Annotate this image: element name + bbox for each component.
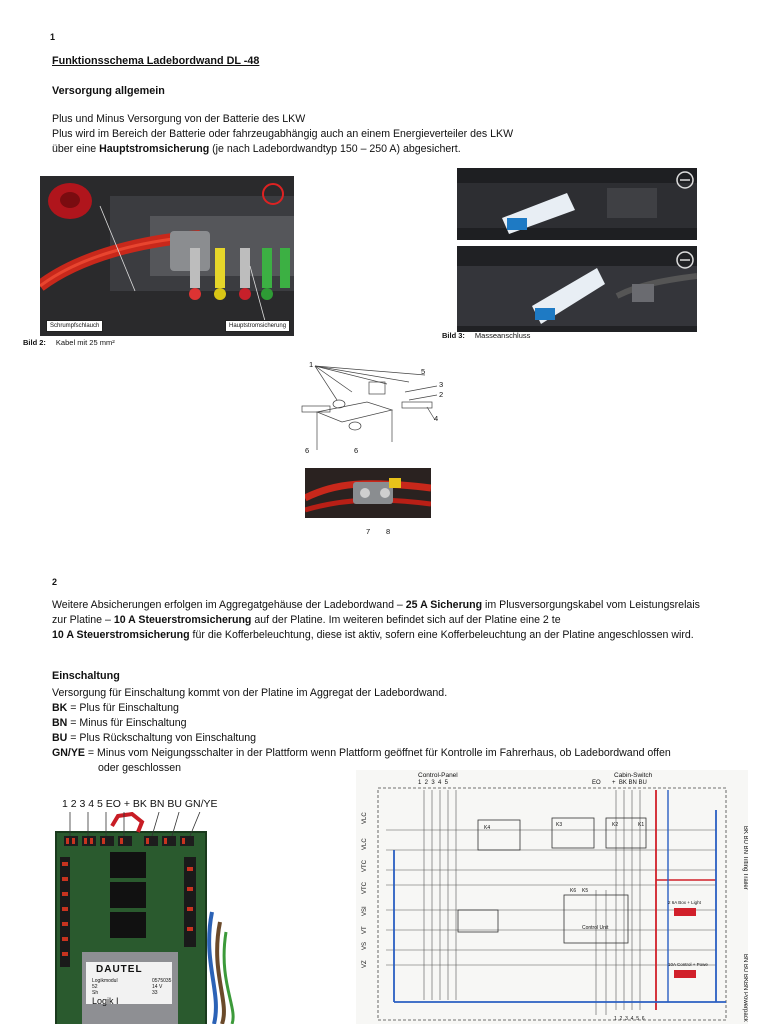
photo-battery-ground-illustration	[457, 246, 697, 332]
board-info-right: 0575035 14 V 33	[152, 978, 172, 996]
schematic-control-panel-label: Control-Panel	[418, 772, 458, 779]
intro-line-3: über eine Hauptstromsicherung (je nach Ladebordwandtyp 150 – 250 A) abgesichert.	[52, 143, 461, 155]
diagram-number-8: 8	[386, 527, 391, 536]
caption-bild-2: Bild 2: Kabel mit 25 mm²	[23, 338, 115, 347]
schematic-relay-k4: K4	[484, 825, 491, 831]
section-heading-versorgung: Versorgung allgemein	[52, 85, 165, 97]
fuses-paragraph: Weitere Absicherungen erfolgen im Aggregatgehäuse der Ladebordwand – 25 A Sicherung im Plusversorgungskabel vom Leistungsrelais zur Platine – 10 A Steuerstromsicherung auf der Platine. Im weiteren befindet sich auf der Platine eine 2 te 10 A Steuerstromsicherung für die Kofferbeleuchtung, diese ist aktiv, sofern eine Kofferbeleuchtung an der Platine angeschlossen wird.	[52, 599, 700, 641]
board-terminal-labels: 1 2 3 4 5 EO + BK BN BU GN/YE	[62, 798, 218, 810]
schematic-left-label-3: VTC	[362, 860, 368, 872]
board-info-left: Logikmodul 52 Sh	[92, 978, 118, 996]
photo-cable-fuse	[40, 176, 294, 336]
diagram-number-6a: 6	[305, 446, 310, 455]
schematic-left-label-5: VSI	[362, 906, 368, 916]
photo-fuse-holder-illustration	[305, 468, 431, 518]
diagram-number-5: 5	[421, 367, 426, 376]
definition-bn: BN = Minus für Einschaltung	[52, 717, 187, 729]
schematic-bottom-numbers: 1 2 3 4 5 6	[614, 1016, 645, 1022]
schematic-relay-k5: K5	[582, 888, 589, 894]
schematic-right-top-label: BK BU BN Tilting Trailer	[742, 826, 748, 890]
board-model: Logik I	[92, 996, 119, 1006]
photo-cable-fuse-illustration	[40, 176, 294, 336]
diagram-number-1: 1	[309, 360, 314, 369]
document-title: Funktionsschema Ladebordwand DL -48	[52, 55, 260, 67]
photo-battery-top-illustration	[457, 168, 697, 240]
definition-bk: BK = Plus für Einschaltung	[52, 702, 179, 714]
schematic-control-unit: Control Unit	[582, 925, 609, 931]
schematic-left-label-8: VZ	[362, 960, 368, 968]
diagram-number-6b: 6	[354, 446, 359, 455]
definition-gnye-continued: oder geschlossen	[98, 762, 182, 774]
schematic-relay-k1: K1	[638, 822, 645, 828]
schematic-left-label-1: VLC	[362, 812, 368, 824]
section-heading-einschaltung: Einschaltung	[52, 670, 120, 682]
photo-battery-ground	[457, 246, 697, 332]
schematic-right-bottom-label: BN BU BKBN Powerpack	[742, 954, 748, 1022]
schematic-cabin-switch-label: Cabin-Switch	[614, 772, 653, 779]
board-brand: DAUTEL	[96, 964, 143, 975]
schematic-left-label-4: VTC	[362, 882, 368, 894]
photo-circuit-board	[52, 798, 252, 1024]
schematic-left-label-6: VT	[362, 926, 368, 934]
schematic-relay-k3: K3	[556, 822, 563, 828]
photo-fuse-holder	[305, 468, 431, 518]
definition-bu: BU = Plus Rückschaltung von Einschaltung	[52, 732, 257, 744]
intro-line-2: Plus wird im Bereich der Batterie oder fahrzeugabhängig auch an einem Energieverteiler des LKW	[52, 128, 514, 140]
schematic-cabin-switch-numbers: + BK BN BU	[612, 780, 647, 786]
schematic-fuse-1: 2 6A Box + Light	[668, 900, 701, 905]
wiring-schematic-drawing	[356, 770, 748, 1024]
wiring-schematic	[356, 770, 748, 1024]
schematic-eo-label: EO	[592, 780, 601, 786]
photo-battery-top	[457, 168, 697, 240]
diagram-number-7: 7	[366, 527, 371, 536]
schematic-relay-k6: K6	[570, 888, 577, 894]
intro-paragraph	[52, 112, 732, 157]
exploded-diagram	[297, 362, 447, 454]
diagram-number-4: 4	[434, 414, 439, 423]
label-hauptstromsicherung: Hauptstromsicherung	[225, 320, 290, 332]
schematic-left-label-7: VS	[362, 941, 368, 950]
schematic-control-panel-numbers: 1 2 3 4 5	[418, 780, 449, 786]
schematic-left-label-2: VLC	[362, 838, 368, 850]
schematic-relay-k2: K2	[612, 822, 619, 828]
einschaltung-block	[52, 686, 752, 776]
einschaltung-intro: Versorgung für Einschaltung kommt von der Platine im Aggregat der Ladebordwand.	[52, 687, 448, 699]
page-number: 1	[50, 32, 56, 42]
diagram-number-2: 2	[439, 390, 444, 399]
intro-line-1: Plus und Minus Versorgung von der Batterie des LKW	[52, 113, 306, 125]
page-number-2: 2	[52, 577, 58, 587]
diagram-number-3: 3	[439, 380, 444, 389]
label-schrumpfschlauch: Schrumpfschlauch	[46, 320, 103, 332]
caption-bild-3: Bild 3: Masseanschluss	[442, 331, 531, 340]
definition-gnye: GN/YE = Minus vom Neigungsschalter in der Plattform wenn Plattform geöffnet für Kontrolle im Fahrerhaus, ob Ladebordwand offen	[52, 747, 671, 759]
schematic-fuse-2: 10A Control + Powe	[668, 962, 708, 967]
